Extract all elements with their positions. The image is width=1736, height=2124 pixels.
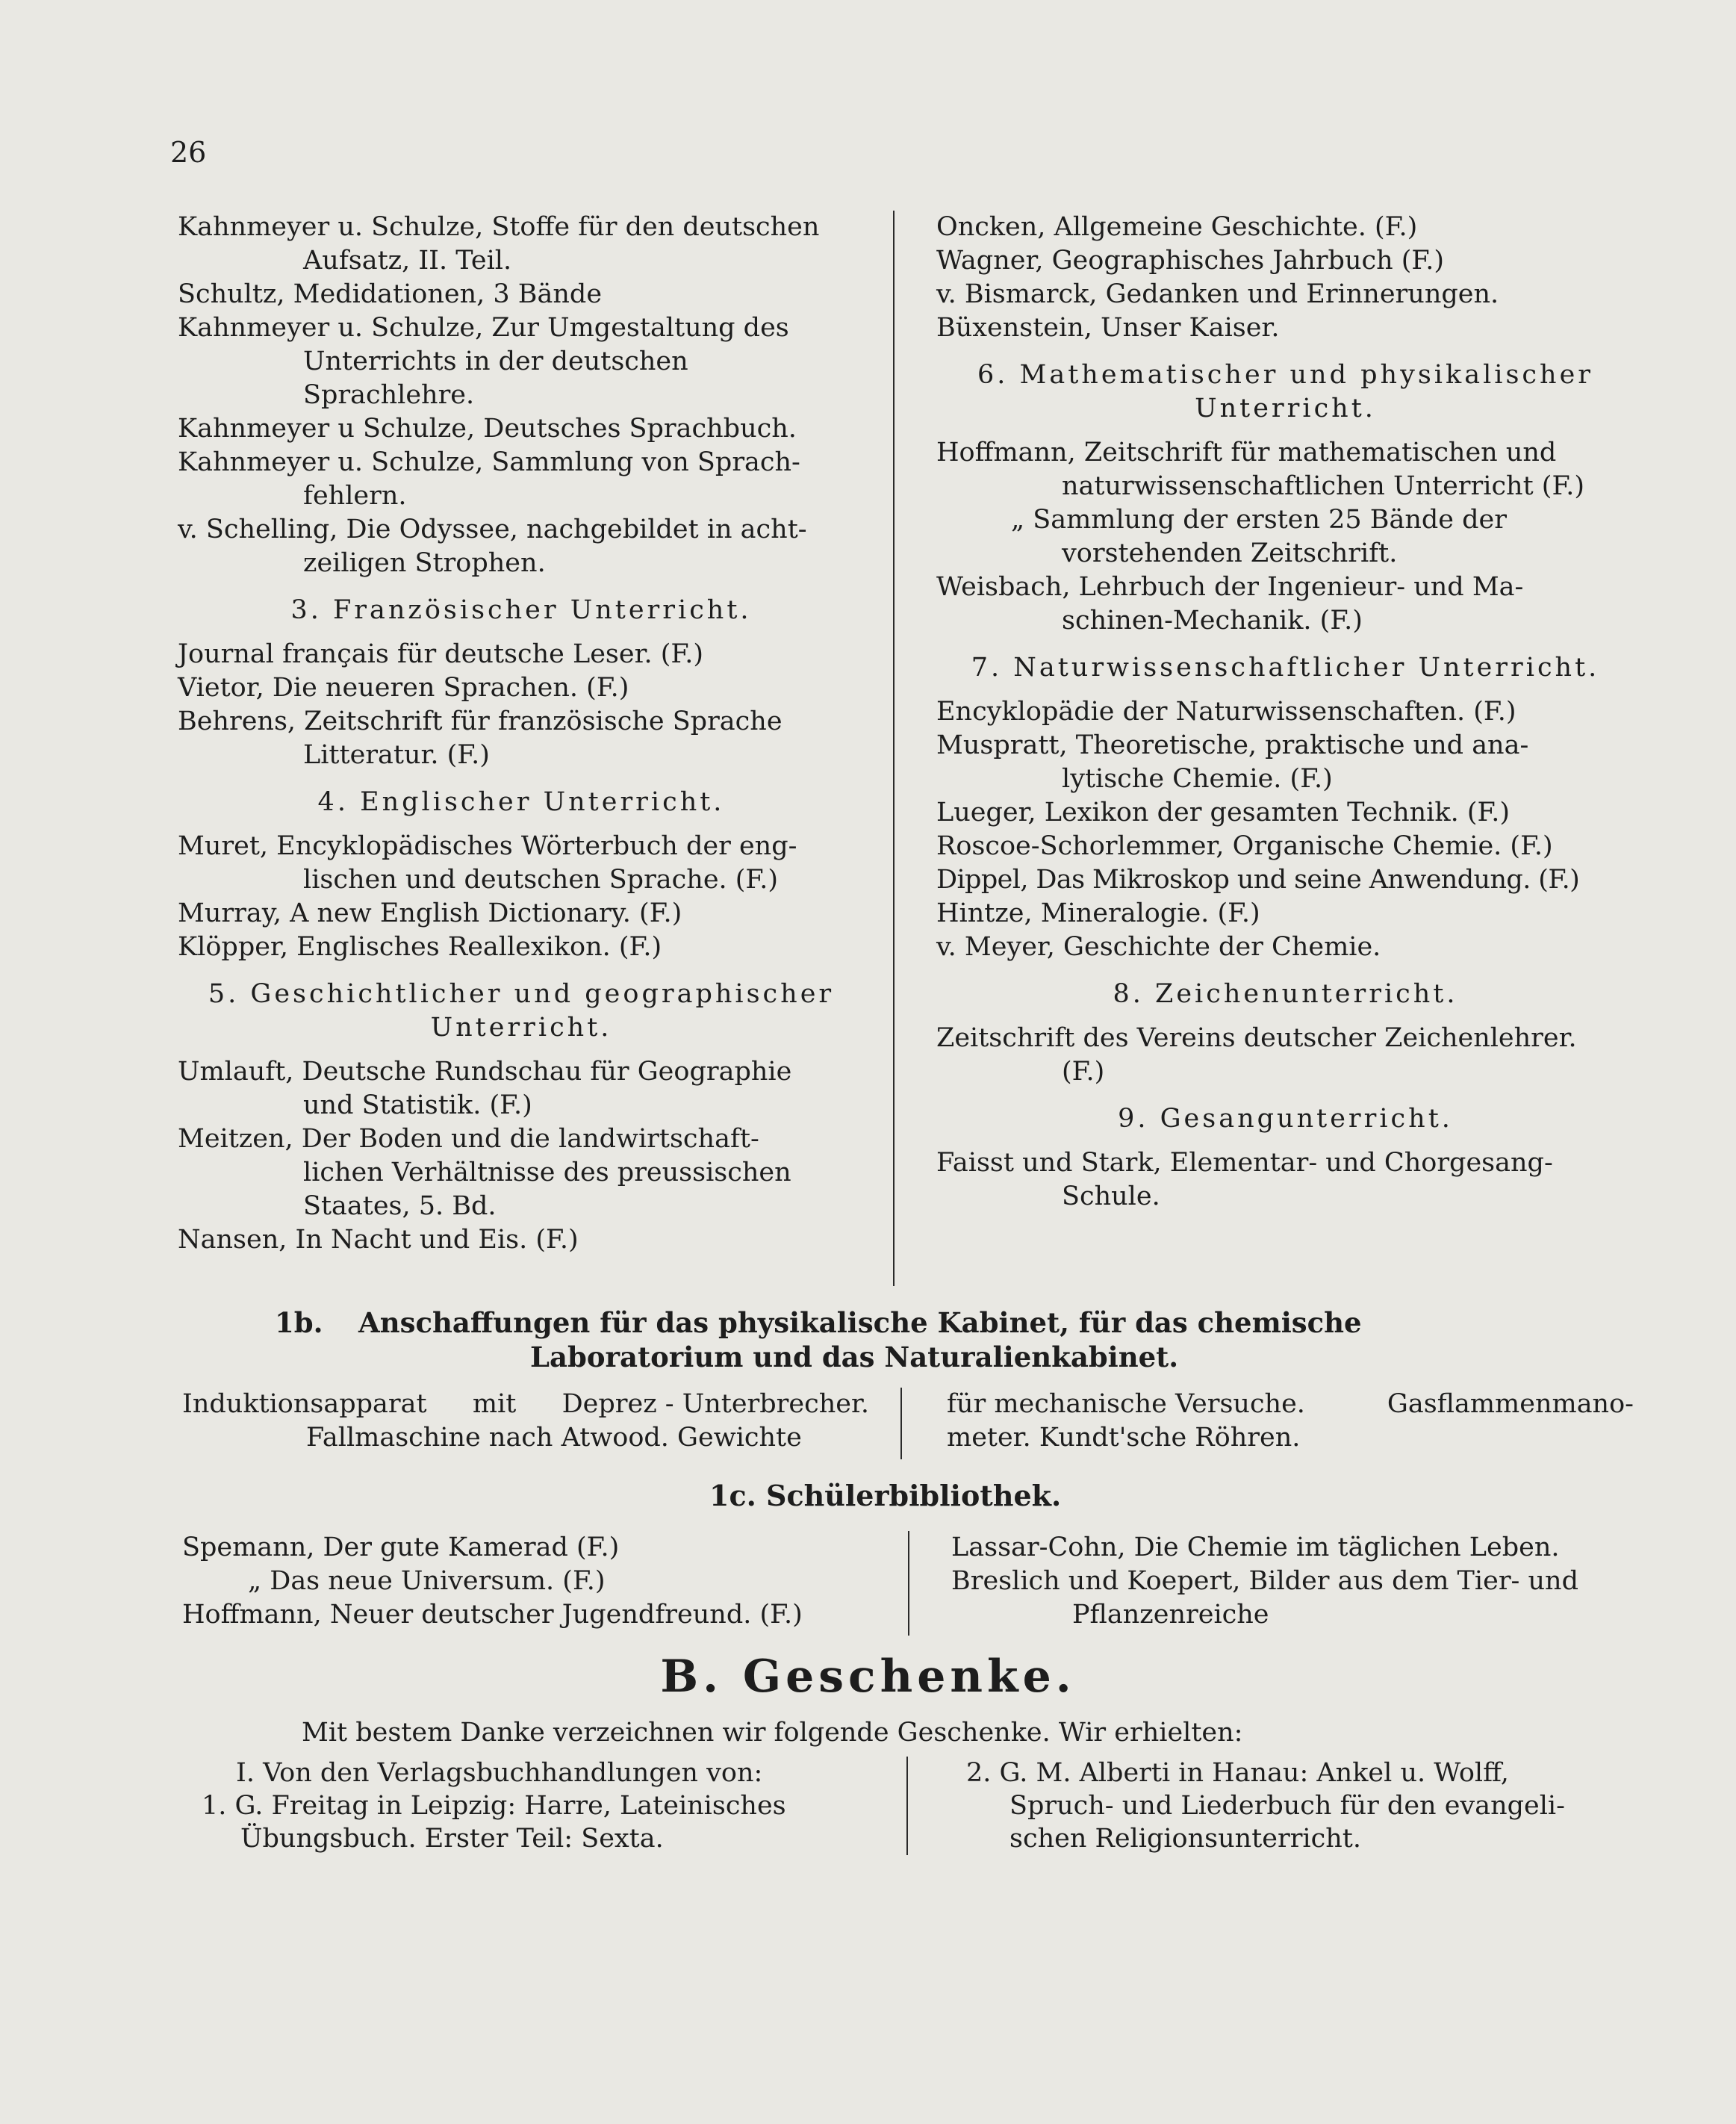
- list-item: „ Sammlung der ersten 25 Bände der vorstehenden Zeitschrift.: [1011, 505, 1507, 568]
- section-b-heading: B. Geschenke.: [660, 1651, 1076, 1703]
- column-divider: [900, 1388, 902, 1459]
- list-item: Wagner, Geographisches Jahrbuch (F.): [936, 246, 1445, 276]
- list-item: Lueger, Lexikon der gesamten Technik. (F.): [936, 798, 1511, 827]
- list-item: Weisbach, Lehrbuch der Ingenieur- und Ma- schinen-Mechanik. (F.): [936, 572, 1524, 636]
- list-item: Zeitschrift des Vereins deutscher Zeichenlehrer. (F.): [936, 1023, 1577, 1087]
- list-item: Oncken, Allgemeine Geschichte. (F.): [936, 212, 1418, 242]
- document-page: 26 Kahnmeyer u. Schulze, Stoffe für den deutschen Aufsatz, II. Teil. Schultz, Medidationen, 3 Bände Kahnmeyer u. Schulze, Zur Umgestaltung des Unterrichts in der deutschen Sprachlehre. Kahnmeyer u Schulze, Deutsches Sprachbuch. Kahnmeyer u. Schulze, Sammlung von Sprach- fehlern. v. Schelling, Die Odyssee, nachgebildet in acht- zeiligen Strophen. 3. Französischer Unterricht. Journal français für deutsche Leser. (F.) Vietor, Die neueren Sprachen. (F.) Behrens, Zeitschrift für französische Sprache Litteratur. (F.) 4. Englischer Unterricht. Muret, Encyklopädisches Wörterbuch der eng- lischen und deutschen Sprache. (F.) Murray, A new English Dictionary. (F.) Klöpper, Englisches Reallexikon. (F.) 5. Geschichtlicher und geographischer Unterricht. Umlauft, Deutsche Rundschau für Geographie und Statistik. (F.) Meitzen, Der Boden und die landwirtschaft- lichen Verhältnisse des preussischen Staates, 5. Bd. Nansen, In Nacht und Eis. (F.) Oncken, Allgemeine Geschichte. (F.) Wagner, Geographisches Jahrbuch (F.) v. Bismarck, Gedanken und Erinnerungen. Büxenstein, Unser Kaiser. 6. Mathematischer und physikalischer Unterricht. Hoffmann, Zeitschrift für mathematischen und naturwissenschaftlichen Unterricht (F.) „ Sammlung der ersten 25 Bände der vorstehenden Zeitschrift. Weisbach, Lehrbuch der Ingenieur- und Ma- schinen-Mechanik. (F.) 7. Naturwissenschaftlicher Unterricht. Encyklopädie der Naturwissenschaften. (F.) Muspratt, Theoretische, praktische und ana- lytische Chemie. (F.) Lueger, Lexikon der gesamten Technik. (F.) Roscoe-Schorlemmer, Organische Chemie. (F.) Dippel, Das Mikroskop und seine Anwendung. (F.) Hintze, Mineralogie. (F.) v. Meyer, Geschichte der Chemie. 8. Zeichenunterricht. Zeitschrift des Vereins deutscher Zeichenlehrer. (F.) 9. Gesangunterricht. Faisst und Stark, Elementar- und Chorgesang- Schule. 1b. Anschaffungen für das physikalische Kabinet, für das chemische Laboratorium und das Naturalienkabinet. Induktionsapparat mit Deprez - Unterbrecher. Fallmaschine nach Atwood. Gewichte für mechanische Versuche. Gasflammenmano- meter. Kundt'sche Röhren. 1c. Schülerbibliothek. Spemann, Der gute Kamerad (F.) „ Das neue Universum. (F.) Hoffmann, Neuer deutscher Jugendfreund. (F.) Lassar-Cohn, Die Chemie im täglichen Leben. Breslich und Koepert, Bilder aus dem Tier- und Pflanzenreiche B. Geschenke. Mit bestem Danke verzeichnen wir folgende Geschenke. Wir erhielten: I. Von den Verlagsbuchhandlungen von: 1. G. Freitag in Leipzig: Harre, Lateinisches Übungsbuch. Erster Teil: Sexta. 2. G. M. Alberti in Hanau: Ankel u. Wolff, Spruch- und Liederbuch für den evangeli- schen Religionsunterricht.: [0, 0, 1736, 2124]
- column-divider: [906, 1757, 908, 1855]
- section-heading: 5. Geschichtlicher und geographischer Unterricht.: [208, 979, 835, 1043]
- right-column: [936, 211, 1634, 1214]
- list-item: Hoffmann, Zeitschrift für mathematischen und naturwissenschaftlichen Unterricht (F.): [936, 438, 1585, 501]
- section-heading: 7. Naturwissenschaftlicher Unterricht.: [971, 653, 1600, 683]
- list-item: Encyklopädie der Naturwissenschaften. (F.): [936, 697, 1516, 727]
- section-1c-heading: 1c. Schülerbibliothek.: [709, 1479, 1062, 1512]
- list-item: Muspratt, Theoretische, praktische und ana- lytische Chemie. (F.): [936, 730, 1529, 794]
- section-1b-right: für mechanische Versuche. Gasflammenmano- meter. Kundt'sche Röhren.: [947, 1389, 1634, 1453]
- list-item: v. Bismarck, Gedanken und Erinnerungen.: [936, 279, 1499, 309]
- column-divider: [893, 211, 895, 1286]
- left-column: [178, 211, 865, 1257]
- section-b-right: 2. G. M. Alberti in Hanau: Ankel u. Wolff, Spruch- und Liederbuch für den evangeli- schen Religionsunterricht.: [966, 1758, 1565, 1854]
- list-item: Umlauft, Deutsche Rundschau für Geographie und Statistik. (F.): [178, 1057, 792, 1120]
- section-heading: 9. Gesangunterricht.: [1118, 1104, 1453, 1134]
- list-item: Murray, A new English Dictionary. (F.): [178, 898, 682, 928]
- list-item: Muret, Encyklopädisches Wörterbuch der eng- lischen und deutschen Sprache. (F.): [178, 831, 797, 895]
- section-heading: 6. Mathematischer und physikalischer Unterricht.: [977, 360, 1594, 423]
- list-item: Nansen, In Nacht und Eis. (F.): [178, 1225, 579, 1255]
- list-item: Roscoe-Schorlemmer, Organische Chemie. (F.): [936, 831, 1553, 861]
- list-item: Klöpper, Englisches Reallexikon. (F.): [178, 932, 662, 962]
- list-item: Büxenstein, Unser Kaiser.: [936, 313, 1280, 343]
- list-item: Dippel, Das Mikroskop und seine Anwendung. (F.): [936, 865, 1580, 895]
- list-item: Schultz, Medidationen, 3 Bände: [178, 279, 603, 309]
- section-heading: 8. Zeichenunterricht.: [1113, 979, 1458, 1009]
- section-b-left: I. Von den Verlagsbuchhandlungen von: 1. G. Freitag in Leipzig: Harre, Lateinisches Übungsbuch. Erster Teil: Sexta.: [202, 1758, 786, 1854]
- list-item: Kahnmeyer u. Schulze, Sammlung von Sprach- fehlern.: [178, 447, 800, 511]
- section-1c-right: Lassar-Cohn, Die Chemie im täglichen Leben. Breslich und Koepert, Bilder aus dem Tier- und Pflanzenreiche: [951, 1533, 1578, 1630]
- list-item: Kahnmeyer u. Schulze, Zur Umgestaltung des Unterrichts in der deutschen Sprachlehre.: [178, 313, 789, 410]
- page-number: 26: [170, 136, 207, 169]
- section-heading: 4. Englischer Unterricht.: [317, 787, 725, 817]
- list-item: Behrens, Zeitschrift für französische Sprache Litteratur. (F.): [178, 707, 783, 770]
- section-heading: 3. Französischer Unterricht.: [290, 595, 752, 625]
- list-item: Journal français für deutsche Leser. (F.): [178, 639, 703, 669]
- section-1c-left: Spemann, Der gute Kamerad (F.) „ Das neue Universum. (F.) Hoffmann, Neuer deutscher Jugendfreund. (F.): [182, 1533, 803, 1630]
- list-item: Kahnmeyer u. Schulze, Stoffe für den deutschen Aufsatz, II. Teil.: [178, 212, 820, 276]
- section-b-intro: Mit bestem Danke verzeichnen wir folgende Geschenke. Wir erhielten:: [302, 1718, 1243, 1748]
- list-item: Meitzen, Der Boden und die landwirtschaft- lichen Verhältnisse des preussischen Staates, 5. Bd.: [178, 1124, 791, 1221]
- list-item: Faisst und Stark, Elementar- und Chorgesang- Schule.: [936, 1148, 1553, 1211]
- list-item: v. Schelling, Die Odyssee, nachgebildet in acht- zeiligen Strophen.: [178, 515, 807, 578]
- list-item: Kahnmeyer u Schulze, Deutsches Sprachbuch.: [178, 414, 797, 444]
- column-divider: [908, 1531, 909, 1636]
- list-item: Hintze, Mineralogie. (F.): [936, 898, 1260, 928]
- section-1b-left: Induktionsapparat mit Deprez - Unterbrecher. Fallmaschine nach Atwood. Gewichte: [182, 1389, 869, 1453]
- list-item: Vietor, Die neueren Sprachen. (F.): [178, 673, 629, 703]
- list-item: v. Meyer, Geschichte der Chemie.: [936, 932, 1381, 962]
